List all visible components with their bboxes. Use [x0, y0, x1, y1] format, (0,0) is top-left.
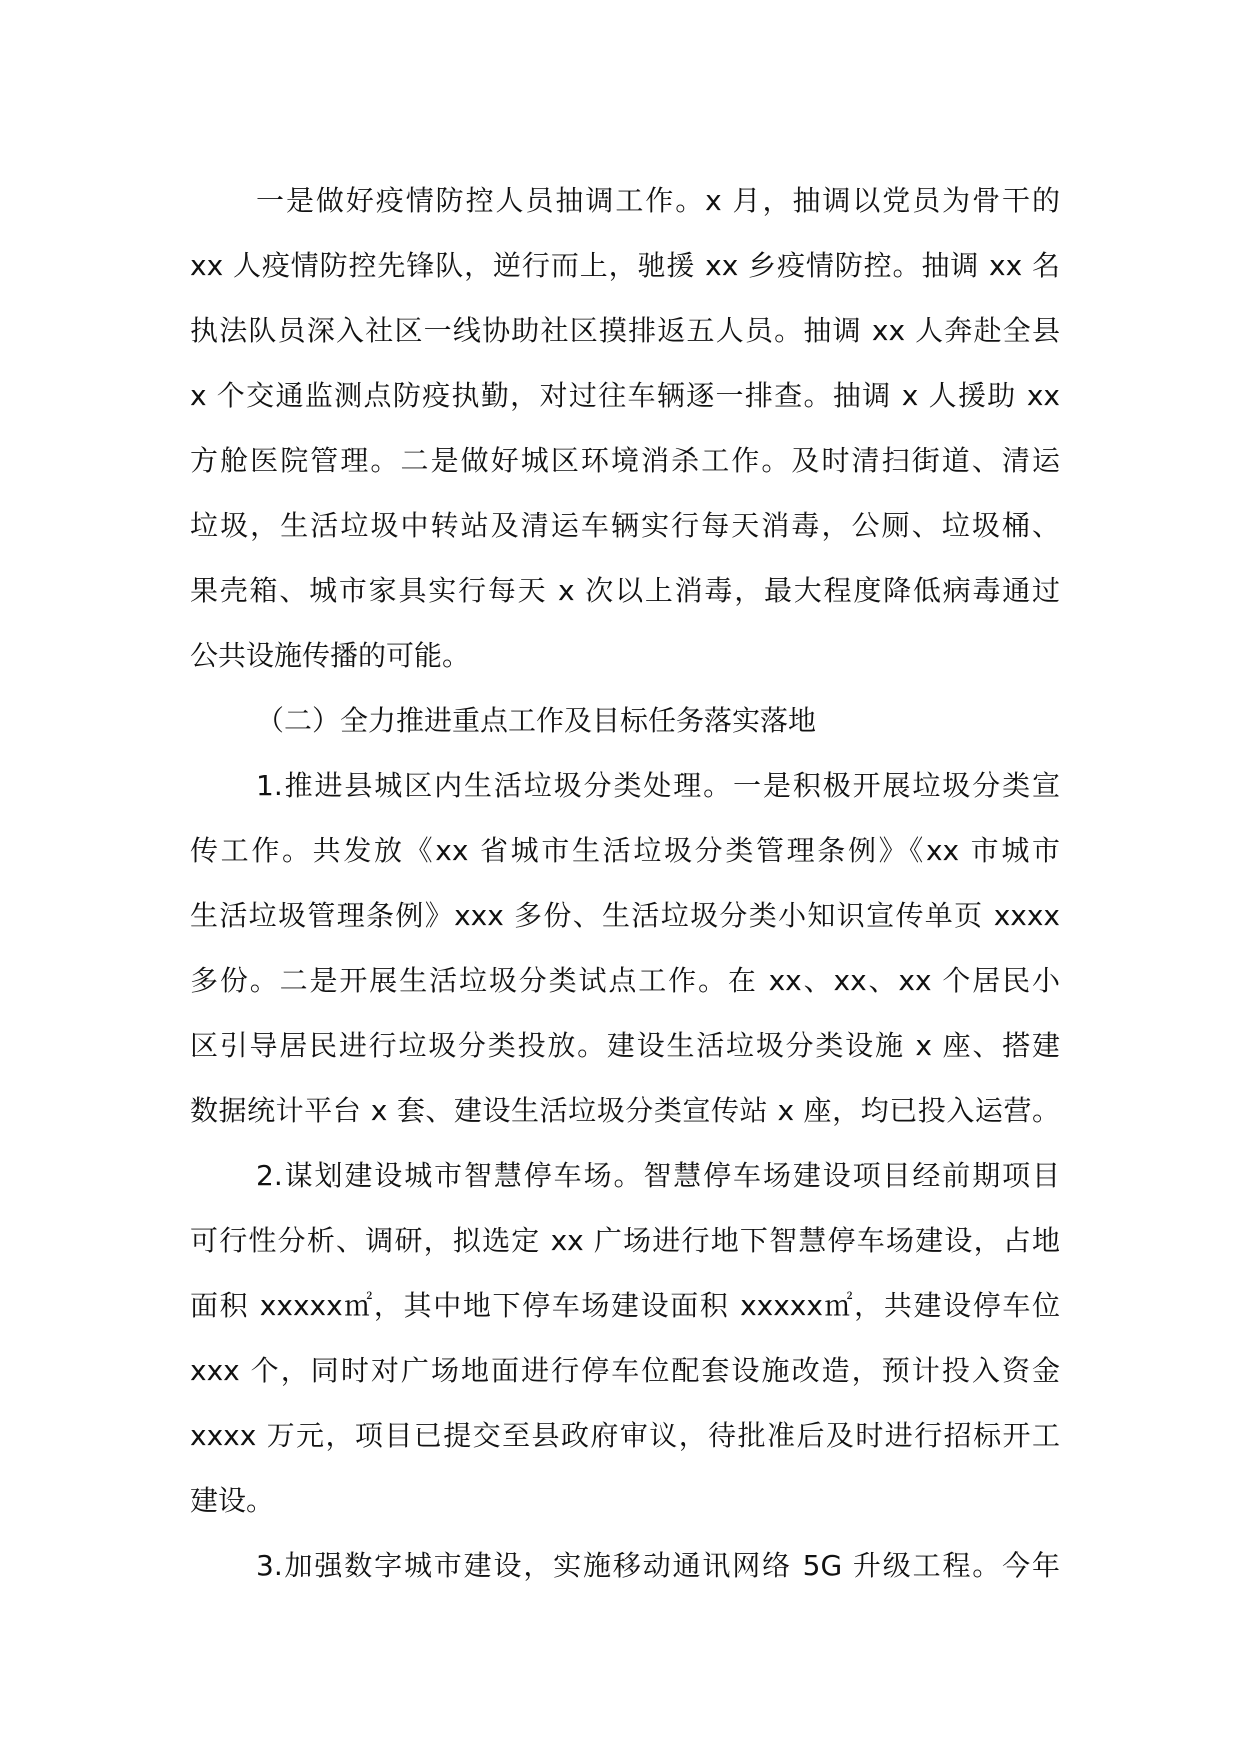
- text-line: 方舱医院管理。二是做好城区环境消杀工作。及时清扫街道、清运: [190, 444, 1060, 477]
- document-body: [190, 168, 1060, 1598]
- text-line: 1.推进县城区内生活垃圾分类处理。一是积极开展垃圾分类宣: [256, 769, 1060, 802]
- text-line: x 个交通监测点防疫执勤，对过往车辆逐一排查。抽调 x 人援助 xx: [190, 379, 1060, 412]
- text-line: 可行性分析、调研，拟选定 xx 广场进行地下智慧停车场建设，占地: [190, 1224, 1060, 1257]
- text-line: 2.谋划建设城市智慧停车场。智慧停车场建设项目经前期项目: [256, 1159, 1060, 1192]
- text-line: 建设。: [190, 1484, 275, 1517]
- text-line: 区引导居民进行垃圾分类投放。建设生活垃圾分类设施 x 座、搭建: [190, 1029, 1060, 1062]
- text-line: 数据统计平台 x 套、建设生活垃圾分类宣传站 x 座，均已投入运营。: [190, 1094, 1060, 1127]
- text-line: 3.加强数字城市建设，实施移动通讯网络 5G 升级工程。今年: [256, 1549, 1060, 1582]
- text-line: xx 人疫情防控先锋队，逆行而上，驰援 xx 乡疫情防控。抽调 xx 名: [190, 249, 1060, 282]
- text-line: xxx 个，同时对广场地面进行停车位配套设施改造，预计投入资金: [190, 1354, 1060, 1387]
- text-line: xxxx 万元，项目已提交至县政府审议，待批准后及时进行招标开工: [190, 1419, 1060, 1452]
- text-line: 面积 xxxxx㎡，其中地下停车场建设面积 xxxxx㎡，共建设停车位: [190, 1289, 1060, 1322]
- text-line: 执法队员深入社区一线协助社区摸排返五人员。抽调 xx 人奔赴全县: [190, 314, 1060, 347]
- text-line: 多份。二是开展生活垃圾分类试点工作。在 xx、xx、xx 个居民小: [190, 964, 1060, 997]
- text-line: 果壳箱、城市家具实行每天 x 次以上消毒，最大程度降低病毒通过: [190, 574, 1060, 607]
- section-heading: （二）全力推进重点工作及目标任务落实落地: [256, 704, 817, 737]
- text-line: 公共设施传播的可能。: [190, 639, 471, 672]
- text-line: 一是做好疫情防控人员抽调工作。x 月，抽调以党员为骨干的: [256, 184, 1060, 217]
- text-line: 垃圾，生活垃圾中转站及清运车辆实行每天消毒，公厕、垃圾桶、: [190, 509, 1060, 542]
- text-line: 生活垃圾管理条例》xxx 多份、生活垃圾分类小知识宣传单页 xxxx: [190, 899, 1060, 932]
- text-line: 传工作。共发放《xx 省城市生活垃圾分类管理条例》《xx 市城市: [190, 834, 1060, 867]
